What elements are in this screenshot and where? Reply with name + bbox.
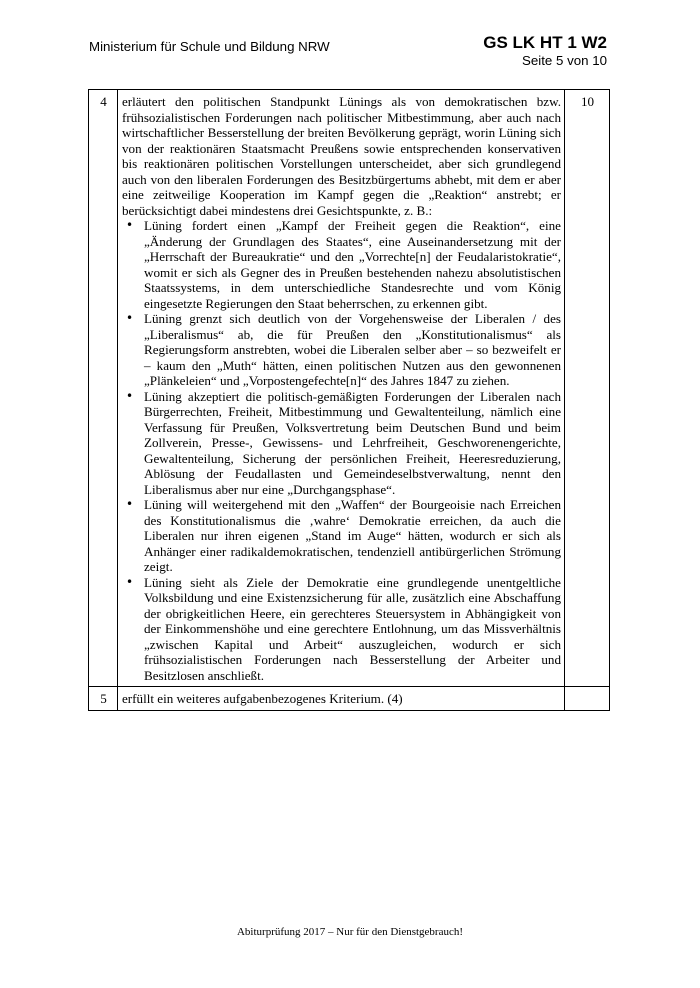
criterion-number: 5 xyxy=(89,687,118,711)
criteria-table xyxy=(88,89,610,711)
list-item: • Lüning will weitergehend mit den „Waffen“ der Bourgeoisie nach Erreichen des Konstitutionalismus die ‚wahre‘ Demokratie erreichen, da auch die Liberalen nur ihren eigenen „Stand im Auge“ hätten, wodurch er sich als Anhänger einer radikaldemokratischen, tendenziell antibürgerlichen Strömung zeigt. xyxy=(144,497,561,575)
criterion-intro: erläutert den politischen Standpunkt Lünings als von demokratischen bzw. frühsozialistischen Forderungen nach politischer Mitbestimmung, aber auch nach wirtschaftlicher Besserstellung der breiten Bevölkerung geprägt, worin Lüning sich von der reaktionären Staatsmacht Preußens sowie entsprechenden konservativen bis reaktionären politischen Vorstellungen unterscheidet, aber sich grundlegend auch von den liberalen Forderungen des Besitzbürgertums abhebt, mit dem er aber eine zeitweilige Kooperation im Kampf gegen die „Reaktion“ anstrebt; er berücksichtigt dabei mindestens drei Gesichtspunkte, z. B.: xyxy=(122,94,561,218)
list-item: • Lüning sieht als Ziele der Demokratie eine grundlegende unentgeltliche Volksbildung und eine Existenzsicherung für alle, zusätzlich eine Abschaffung der obrigkeitlichen Heere, ein gerechteres Steuersystem in Abhängigkeit von der Einkommenshöhe und eine gerechtere Entlohnung, um das Missverhältnis „zwischen Kapital und Arbeit“ auszugleichen, wodurch er sich frühsozialistischen Forderungen nach Besserstellung der Arbeiter und Besitzlosen anschließt. xyxy=(144,575,561,684)
aspect-list xyxy=(122,218,561,683)
table-row xyxy=(89,90,610,687)
criterion-number: 4 xyxy=(89,90,118,687)
list-item: • Lüning grenzt sich deutlich von der Vorgehensweise der Liberalen / des „Liberalismus“ ab, die für Preußen den „Konstitutionalismus“ als Regierungsform anstrebten, wobei die Liberalen selber aber – so bezweifelt er – kaum den „Muth“ hätten, einen politischen Nutzen aus den gewonnenen „Plänkeleien“ und „Vorpostengefechte[n]“ des Jahres 1847 zu ziehen. xyxy=(144,311,561,389)
document-header xyxy=(483,33,607,69)
list-item: • Lüning akzeptiert die politisch-gemäßigten Forderungen der Liberalen nach Bürgerrechten, Freiheit, Mitbestimmung und Gewaltenteilung, nämlich eine Verfassung für Preußen, Volksvertretung beim Deutschen Bund und beim Zollverein, Presse-, Gewissens- und Lehrfreiheit, Geschworenengerichte, Gewaltenteilung, Sicherung der persönlichen Freiheit, Heeresreduzierung, Ablösung der Feudallasten und Gemeindeselbstverwaltung, nennt den Liberalismus aber nur eine „Durchgangsphase“. xyxy=(144,389,561,498)
page-footer: Abiturprüfung 2017 – Nur für den Dienstgebrauch! xyxy=(236,926,464,938)
list-item: • Lüning fordert einen „Kampf der Freiheit gegen die Reaktion“, eine „Änderung der Grundlagen des Staates“, eine Auseinandersetzung mit der „Herrschaft der Bureaukratie“ und den „Vorrechte[n] der Feudalaristokratie“, womit er sich als Gegner des in Preußen bestehenden nahezu absolutistischen Staatssystems, in dem unterschiedliche Standesrechte und vom König eingesetzte Regierungen den Staat beherrschen, zu erkennen gibt. xyxy=(144,218,561,311)
page-indicator: Seite 5 von 10 xyxy=(521,53,607,68)
criterion-points: 10 xyxy=(565,90,610,687)
criterion-description xyxy=(118,90,565,687)
exam-code: GS LK HT 1 W2 xyxy=(483,33,607,52)
table-row xyxy=(89,687,610,711)
ministry-name: Ministerium für Schule und Bildung NRW xyxy=(89,39,330,54)
criterion-description: erfüllt ein weiteres aufgabenbezogenes Kriterium. (4) xyxy=(118,687,565,711)
criterion-points xyxy=(565,687,610,711)
